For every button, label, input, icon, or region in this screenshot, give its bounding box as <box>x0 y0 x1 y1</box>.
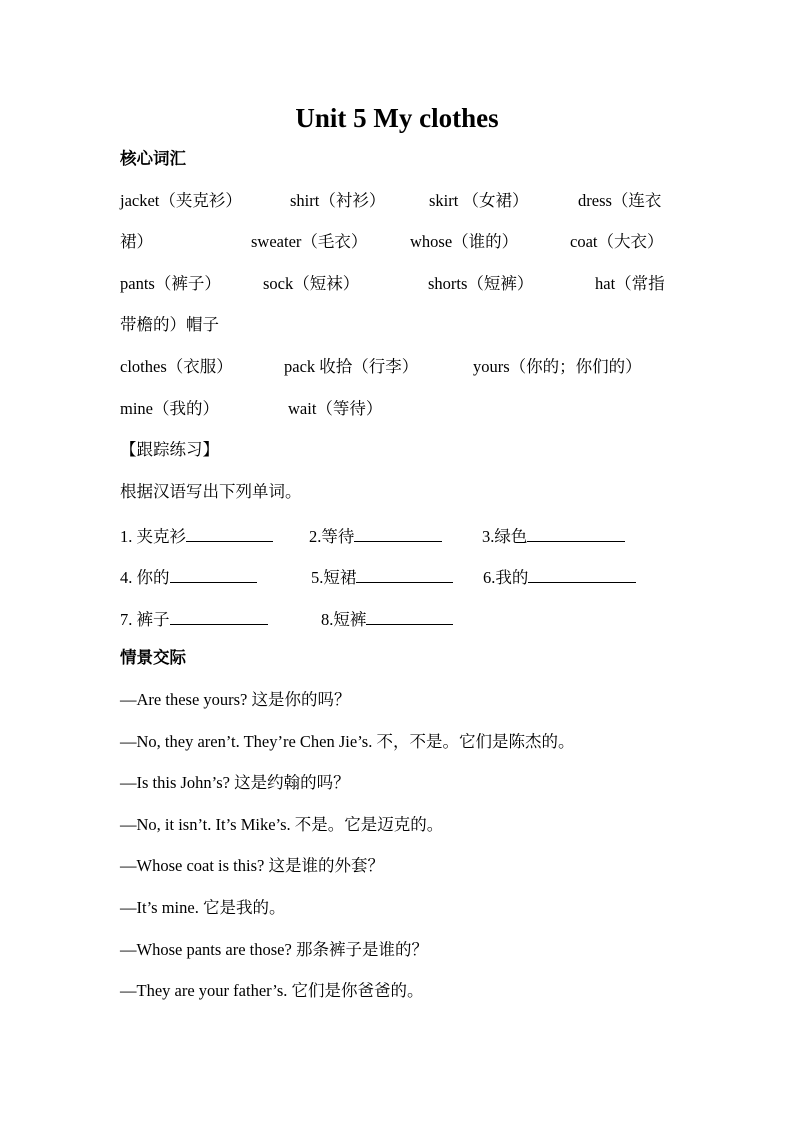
vocab-shorts: shorts（短裤） <box>428 274 534 293</box>
dialogue-line: —Are these yours? 这是你的吗？ <box>120 690 351 709</box>
practice-heading: 【跟踪练习】 <box>120 440 219 459</box>
vocab-dress-cont: 裙） <box>120 232 153 251</box>
dialogue-line: —Is this John’s? 这是约翰的吗？ <box>120 773 350 792</box>
answer-blank-6[interactable] <box>528 564 636 583</box>
vocab-wait: wait（等待） <box>288 399 383 418</box>
dialogue-line: —It’s mine. 它是我的。 <box>120 898 286 917</box>
vocab-sweater: sweater（毛衣） <box>251 232 368 251</box>
practice-item-3 <box>482 523 625 548</box>
vocab-pack: pack 收拾（行李） <box>284 357 419 376</box>
practice-item-7 <box>120 606 268 631</box>
practice-item-6 <box>483 564 636 589</box>
practice-item-2 <box>309 523 442 548</box>
dialogue-line: —Whose pants are those? 那条裤子是谁的？ <box>120 940 428 959</box>
practice-item-5-label: 5.短裙 <box>311 568 357 587</box>
practice-item-8-label: 8.短裤 <box>321 610 367 629</box>
practice-item-8 <box>321 606 453 631</box>
practice-item-3-label: 3.绿色 <box>482 527 528 546</box>
practice-item-4 <box>120 564 257 589</box>
vocab-pants: pants（裤子） <box>120 274 221 293</box>
practice-instruction: 根据汉语写出下列单词。 <box>120 482 302 501</box>
page-title: Unit 5 My clothes <box>295 103 499 133</box>
vocab-dress: dress（连衣 <box>578 191 662 210</box>
vocab-yours: yours（你的；你们的） <box>473 357 642 376</box>
practice-item-1 <box>120 523 273 548</box>
answer-blank-4[interactable] <box>170 564 257 583</box>
dialogue-heading: 情景交际 <box>120 648 186 667</box>
answer-blank-3[interactable] <box>527 523 625 542</box>
dialogue-line: —No, it isn’t. It’s Mike’s. 不是。它是迈克的。 <box>120 815 444 834</box>
practice-item-5 <box>311 564 453 589</box>
dialogue-line: —They are your father’s. 它们是你爸爸的。 <box>120 981 424 1000</box>
vocab-coat: coat（大衣） <box>570 232 664 251</box>
vocab-jacket: jacket（夹克衫） <box>120 191 242 210</box>
answer-blank-1[interactable] <box>186 523 273 542</box>
answer-blank-7[interactable] <box>170 606 268 625</box>
answer-blank-2[interactable] <box>354 523 442 542</box>
practice-item-1-label: 1. 夹克衫 <box>120 527 186 546</box>
vocab-heading: 核心词汇 <box>120 149 186 168</box>
vocab-hat-cont: 带檐的）帽子 <box>120 315 219 334</box>
vocab-sock: sock（短袜） <box>263 274 360 293</box>
vocab-hat: hat（常指 <box>595 274 665 293</box>
vocab-skirt: skirt （女裙） <box>429 191 529 210</box>
answer-blank-8[interactable] <box>366 606 453 625</box>
dialogue-line: —Whose coat is this? 这是谁的外套？ <box>120 856 384 875</box>
practice-item-2-label: 2.等待 <box>309 527 355 546</box>
answer-blank-5[interactable] <box>356 564 453 583</box>
practice-item-7-label: 7. 裤子 <box>120 610 170 629</box>
vocab-shirt: shirt（衬衫） <box>290 191 386 210</box>
practice-item-4-label: 4. 你的 <box>120 568 170 587</box>
dialogue-line: —No, they aren’t. They’re Chen Jie’s. 不，不是。它们是陈杰的。 <box>120 732 575 751</box>
vocab-mine: mine（我的） <box>120 399 219 418</box>
vocab-clothes: clothes（衣服） <box>120 357 233 376</box>
practice-item-6-label: 6.我的 <box>483 568 529 587</box>
vocab-whose: whose（谁的） <box>410 232 519 251</box>
